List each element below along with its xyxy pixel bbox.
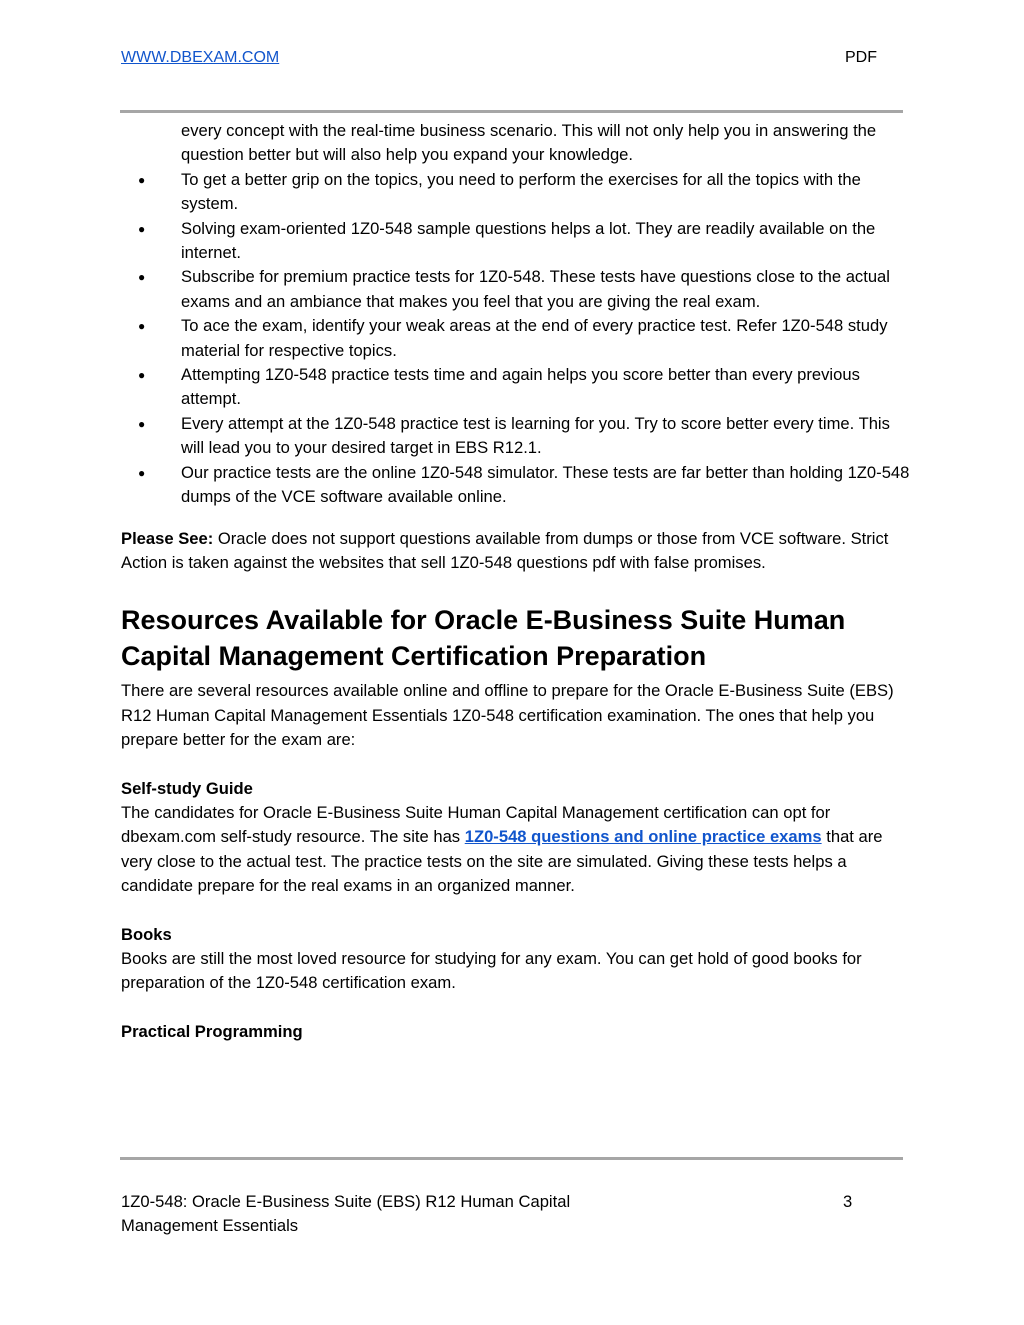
books-title: Books	[121, 924, 172, 944]
self-study-title: Self-study Guide	[121, 778, 253, 798]
self-study-section	[121, 777, 911, 899]
list-item: ● Subscribe for premium practice tests for 1Z0-548. These tests have questions close to the actual exams and an ambiance that makes you feel that you are giving the real exam.	[138, 267, 890, 311]
list-item: ● Every attempt at the 1Z0-548 practice test is learning for you. Try to score better every time. This will lead you to your desired target in EBS R12.1.	[138, 413, 890, 458]
notice-paragraph	[121, 527, 911, 576]
tips-list	[121, 168, 911, 510]
bullet-icon: ●	[138, 319, 146, 334]
bullet-icon: ●	[138, 270, 146, 285]
books-text: Books are still the most loved resource for studying for any exam. You can get hold of good books for preparation of the 1Z0-548 certification exam.	[121, 948, 862, 993]
footer-title: 1Z0-548: Oracle E-Business Suite (EBS) R12 Human Capital Management Essentials	[121, 1192, 571, 1236]
list-item: ● To ace the exam, identify your weak areas at the end of every practice test. Refer 1Z0-548 study material for respective topics.	[138, 316, 888, 360]
bullet-icon: ●	[138, 416, 146, 431]
list-item: ● To get a better grip on the topics, you need to perform the exercises for all the topics with the system.	[138, 169, 861, 214]
intro-paragraph: There are several resources available online and offline to prepare for the Oracle E-Business Suite (EBS) R12 Human Capital Management Essentials 1Z0-548 certification examination. The ones that help you prepare better for the exam are:	[121, 681, 894, 750]
header-divider	[120, 110, 903, 113]
practical-title: Practical Programming	[121, 1021, 303, 1041]
notice-text: Oracle does not support questions available from dumps or those from VCE software. Strict Action is taken against the websites that sell 1Z0-548 questions pdf with false promises.	[121, 528, 889, 572]
list-item: ● Attempting 1Z0-548 practice tests time and again helps you score better than every previous attempt.	[138, 365, 860, 409]
list-item: ● Solving exam-oriented 1Z0-548 sample questions helps a lot. They are readily available on the internet.	[138, 218, 876, 263]
books-section	[121, 923, 911, 996]
practical-section	[121, 1020, 911, 1044]
page-number: 3	[843, 1192, 853, 1211]
page-content	[121, 119, 911, 1044]
footer-divider	[120, 1157, 903, 1160]
site-link[interactable]: WWW.DBEXAM.COM	[121, 49, 280, 66]
notice-label: Please See:	[121, 528, 214, 548]
self-study-text: The candidates for Oracle E-Business Suite Human Capital Management certification can opt for dbexam.com self-study resource. The site has 1Z0-548 questions and online practice exams that are very close to the actual test. The practice tests on the site are simulated. Giving these tests helps a candidate prepare for the real exams in an organized manner.	[121, 802, 883, 896]
practice-exams-link[interactable]: 1Z0-548 questions and online practice exams	[464, 827, 822, 847]
list-item: ● Our practice tests are the online 1Z0-548 simulator. These tests are far better than holding 1Z0-548 dumps of the VCE software available online.	[138, 462, 910, 507]
bullet-icon: ●	[138, 368, 146, 383]
bullet-icon: ●	[138, 465, 146, 480]
bullet-continuation: every concept with the real-time business scenario. This will not only help you in answering the question better but will also help you expand your knowledge.	[181, 121, 877, 165]
section-heading: Resources Available for Oracle E-Business Suite Human Capital Management Certification Preparation	[121, 605, 846, 672]
bullet-icon: ●	[138, 221, 146, 236]
format-label: PDF	[845, 49, 877, 66]
bullet-icon: ●	[138, 172, 146, 187]
